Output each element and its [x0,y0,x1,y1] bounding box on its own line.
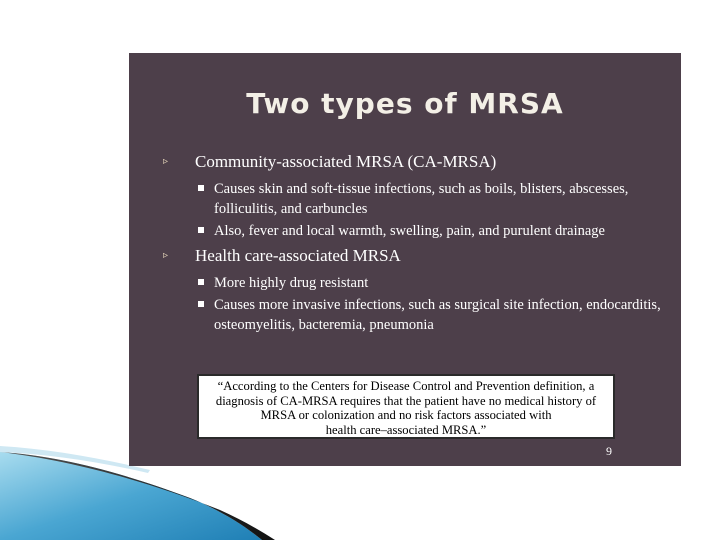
square-bullet-icon [198,227,204,233]
sub-bullet-list [163,273,678,335]
page-number: 9 [606,444,612,458]
sub-bullet-text: Causes skin and soft-tissue infections, such as boils, blisters, abscesses, folliculitis, and carbuncles [214,181,629,217]
slide-title: Two types of MRSA [246,87,564,120]
sub-bullet-item [163,273,678,293]
quote-line: MRSA or colonization and no risk factors associated with [260,408,552,422]
quote-line: health care–associated MRSA.” [325,422,487,437]
quote-line: “According to the Centers for Disease Control and Prevention definition, a [217,379,595,393]
square-bullet-icon [198,279,204,285]
sub-bullet-text: Also, fever and local warmth, swelling, pain, and purulent drainage [214,223,605,239]
bullet-marker-icon: ▹ [163,156,169,167]
swoosh-light-stripe [0,446,150,473]
quote-line: diagnosis of CA-MRSA requires that the patient have no medical history of [215,393,597,408]
bullet-marker-icon: ▹ [163,250,169,261]
main-bullet-ca-mrsa [163,151,678,173]
main-bullet-text: Community-associated MRSA (CA-MRSA) [195,152,497,171]
sub-bullet-text: Causes more invasive infections, such as surgical site infection, endocarditis, osteomyelitis, bacteremia, pneumonia [214,297,661,333]
sub-bullet-item [163,179,678,219]
cdc-definition-quote [197,374,615,439]
main-bullet-text: Health care-associated MRSA [195,246,401,265]
main-bullet-ha-mrsa [163,245,678,267]
sub-bullet-item [163,221,678,241]
sub-bullet-list [163,179,678,241]
slide-content-panel [129,53,681,466]
square-bullet-icon [198,185,204,191]
sub-bullet-item [163,295,678,335]
square-bullet-icon [198,301,204,307]
sub-bullet-text: More highly drug resistant [214,275,369,291]
bullet-list [163,151,678,339]
